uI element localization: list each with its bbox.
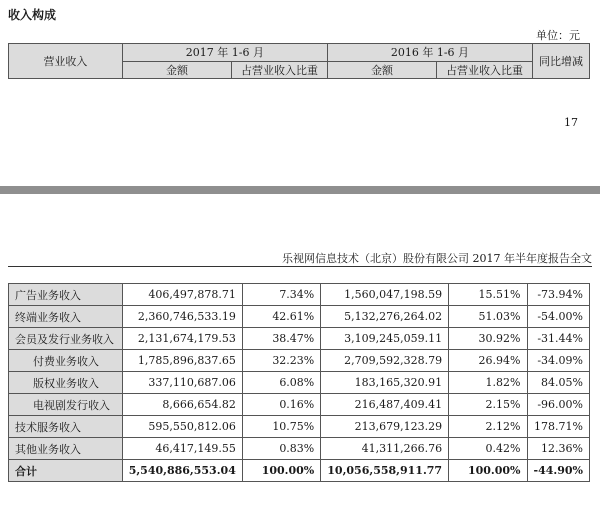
revenue-table-header xyxy=(8,43,590,79)
row-label: 合计 xyxy=(9,460,123,482)
cell-amount-current: 406,497,878.71 xyxy=(122,284,242,306)
cell-share-prior: 30.92% xyxy=(449,328,527,350)
table-row xyxy=(9,306,590,328)
cell-amount-current: 2,131,674,179.53 xyxy=(122,328,242,350)
row-label: 其他业务收入 xyxy=(9,438,123,460)
cell-share-current: 0.83% xyxy=(242,438,320,460)
table-row xyxy=(9,284,590,306)
cell-amount-prior: 2,709,592,328.79 xyxy=(321,350,449,372)
cell-amount-current: 337,110,687.06 xyxy=(122,372,242,394)
cell-amount-prior: 216,487,409.41 xyxy=(321,394,449,416)
cell-amount-prior: 183,165,320.91 xyxy=(321,372,449,394)
cell-share-prior: 0.42% xyxy=(449,438,527,460)
cell-yoy-change: -34.09% xyxy=(527,350,590,372)
cell-share-prior: 51.03% xyxy=(449,306,527,328)
cell-amount-prior: 41,311,266.76 xyxy=(321,438,449,460)
cell-share-prior: 15.51% xyxy=(449,284,527,306)
cell-share-current: 7.34% xyxy=(242,284,320,306)
cell-share-prior: 2.12% xyxy=(449,416,527,438)
total-row xyxy=(9,460,590,482)
cell-amount-current: 5,540,886,553.04 xyxy=(122,460,242,482)
table-row xyxy=(9,372,590,394)
cell-share-current: 42.61% xyxy=(242,306,320,328)
cell-share-current: 6.08% xyxy=(242,372,320,394)
cell-share-current: 38.47% xyxy=(242,328,320,350)
table-row xyxy=(9,438,590,460)
table-row xyxy=(9,394,590,416)
row-label: 终端业务收入 xyxy=(9,306,123,328)
cell-share-current: 10.75% xyxy=(242,416,320,438)
header-rule xyxy=(8,266,592,267)
cell-amount-current: 595,550,812.06 xyxy=(122,416,242,438)
row-label: 会员及发行业务收入 xyxy=(9,328,123,350)
header-share-prior: 占营业收入比重 xyxy=(437,61,533,79)
row-label: 电视剧发行收入 xyxy=(9,394,123,416)
cell-yoy-change: -44.90% xyxy=(527,460,590,482)
header-item-col: 营业收入 xyxy=(9,44,123,79)
cell-yoy-change: 178.71% xyxy=(527,416,590,438)
cell-share-prior: 1.82% xyxy=(449,372,527,394)
cell-share-prior: 2.15% xyxy=(449,394,527,416)
cell-yoy-change: 84.05% xyxy=(527,372,590,394)
cell-amount-current: 2,360,746,533.19 xyxy=(122,306,242,328)
cell-share-current: 32.23% xyxy=(242,350,320,372)
page-number: 17 xyxy=(564,116,578,129)
unit-label: 单位：元 xyxy=(536,29,580,42)
row-label: 广告业务收入 xyxy=(9,284,123,306)
table-row xyxy=(9,328,590,350)
cell-yoy-change: 12.36% xyxy=(527,438,590,460)
header-amount-current: 金额 xyxy=(122,61,231,79)
document-header: 乐视网信息技术（北京）股份有限公司 2017 年半年度报告全文 xyxy=(282,252,592,265)
header-amount-prior: 金额 xyxy=(327,61,436,79)
revenue-table-body xyxy=(8,283,590,482)
cell-amount-prior: 3,109,245,059.11 xyxy=(321,328,449,350)
row-label: 付费业务收入 xyxy=(9,350,123,372)
page-break-band xyxy=(0,186,600,194)
row-label: 版权业务收入 xyxy=(9,372,123,394)
cell-amount-prior: 213,679,123.29 xyxy=(321,416,449,438)
cell-share-current: 100.00% xyxy=(242,460,320,482)
cell-amount-prior: 1,560,047,198.59 xyxy=(321,284,449,306)
cell-share-current: 0.16% xyxy=(242,394,320,416)
cell-share-prior: 26.94% xyxy=(449,350,527,372)
cell-amount-prior: 5,132,276,264.02 xyxy=(321,306,449,328)
section-title: 收入构成 xyxy=(8,8,57,22)
cell-share-prior: 100.00% xyxy=(449,460,527,482)
table-row xyxy=(9,350,590,372)
header-period-prior: 2016 年 1-6 月 xyxy=(327,44,532,62)
header-yoy: 同比增减 xyxy=(532,44,589,79)
cell-yoy-change: -54.00% xyxy=(527,306,590,328)
cell-amount-prior: 10,056,558,911.77 xyxy=(321,460,449,482)
cell-amount-current: 46,417,149.55 xyxy=(122,438,242,460)
table-row xyxy=(9,416,590,438)
cell-yoy-change: -73.94% xyxy=(527,284,590,306)
cell-amount-current: 1,785,896,837.65 xyxy=(122,350,242,372)
cell-yoy-change: -31.44% xyxy=(527,328,590,350)
cell-yoy-change: -96.00% xyxy=(527,394,590,416)
cell-amount-current: 8,666,654.82 xyxy=(122,394,242,416)
header-period-current: 2017 年 1-6 月 xyxy=(122,44,327,62)
header-share-current: 占营业收入比重 xyxy=(232,61,328,79)
row-label: 技术服务收入 xyxy=(9,416,123,438)
